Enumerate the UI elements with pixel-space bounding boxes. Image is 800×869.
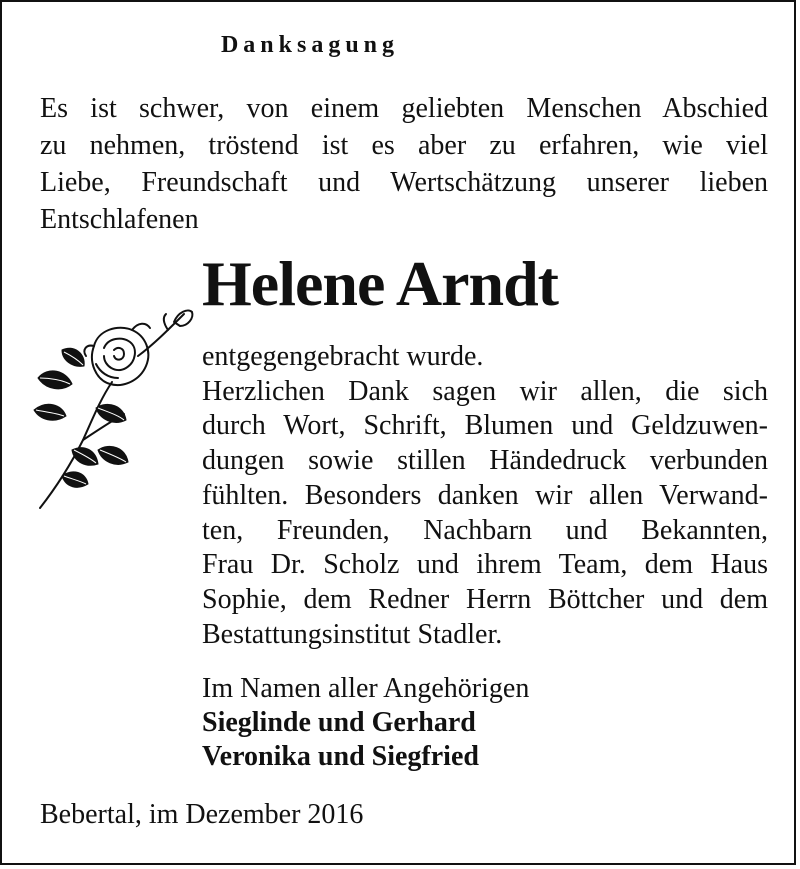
signatory-name: Veronika und Siegfried <box>202 741 479 772</box>
body-line: Frau Dr. Scholz und ihrem Team, dem Haus <box>202 549 768 581</box>
body-line: Bestattungsinstitut Stadler. <box>202 618 503 650</box>
place-date: Bebertal, im Dezember 2016 <box>40 799 364 830</box>
body-line: dungen sowie stillen Händedruck verbunden <box>202 445 768 477</box>
intro-line: Entschlafenen <box>40 204 199 235</box>
body-line: durch Wort, Schrift, Blumen und Geldzuwen- <box>202 410 768 442</box>
intro-line: Es ist schwer, von einem geliebten Menschen Abschied <box>40 93 768 124</box>
intro-paragraph <box>40 90 768 238</box>
thanks-paragraph <box>202 340 768 652</box>
body-line: Herzlichen Dank sagen wir allen, die sich <box>202 375 768 407</box>
body-line: entgegengebracht wurde. <box>202 341 484 372</box>
signature-intro: Im Namen aller Angehörigen <box>202 673 530 704</box>
signatory-name: Sieglinde und Gerhard <box>202 707 476 738</box>
body-line: Sophie, dem Redner Herrn Böttcher und dem <box>202 583 768 615</box>
intro-line: Liebe, Freundschaft und Wertschätzung unserer lieben <box>40 167 768 198</box>
rose-icon <box>28 300 196 514</box>
body-line: fühlten. Besonders danken wir allen Verwand- <box>202 479 768 511</box>
intro-line: zu nehmen, tröstend ist es aber zu erfahren, wie viel <box>40 130 768 161</box>
body-line: ten, Freunden, Nachbarn und Bekannten, <box>202 514 768 546</box>
notice-heading: Danksagung <box>220 32 400 58</box>
deceased-name: Helene Arndt <box>202 248 558 319</box>
